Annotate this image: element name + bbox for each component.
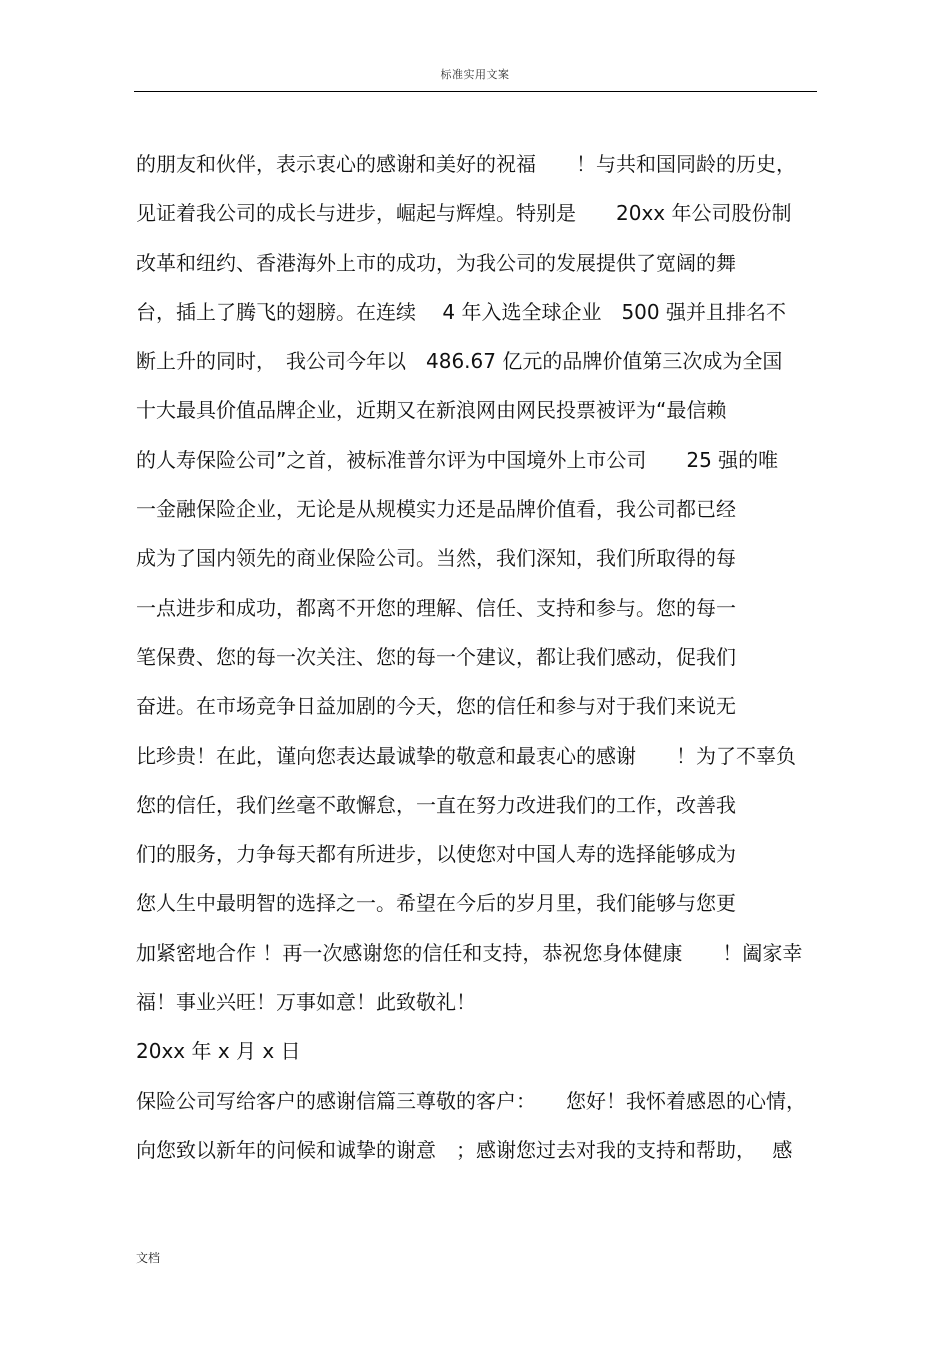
date-line: 20xx 年 x 月 x 日 <box>136 1039 301 1064</box>
letter-body <box>136 144 826 1179</box>
text-line: 成为了国内领先的商业保险公司。当然，我们深知，我们所取得的每 <box>136 546 736 571</box>
text-line: 您人生中最明智的选择之一。希望在今后的岁月里，我们能够与您更 <box>136 891 736 916</box>
text-line: 们的服务，力争每天都有所进步，以使您对中国人寿的选择能够成为 <box>136 842 736 867</box>
footer-label: 文档 <box>136 1251 161 1265</box>
header-title: 标准实用文案 <box>440 68 510 81</box>
text-line: 的朋友和伙伴，表示衷心的感谢和美好的祝福 ！与共和国同龄的历史， <box>136 152 796 176</box>
text-line: 加紧密地合作 ！再一次感谢您的信任和支持，恭祝您身体健康 ！阖家幸 <box>136 940 803 965</box>
text-line: 一点进步和成功，都离不开您的理解、信任、支持和参与。您的每一 <box>136 595 736 620</box>
text-line: 断上升的同时， 我公司今年以 486.67 亿元的品牌价值第三次成为全国 <box>136 349 783 374</box>
header-divider <box>134 91 817 92</box>
text-line: 台，插上了腾飞的翅膀。在连续 4 年入选全球企业 500 强并且排名不 <box>136 299 786 324</box>
text-line: 比珍贵！在此，谨向您表达最诚挚的敬意和最衷心的感谢 ！为了不辜负 <box>136 743 796 768</box>
text-line: 的人寿保险公司”之首，被标准普尔评为中国境外上市公司 25 强的唯 <box>136 447 779 472</box>
text-line: 见证着我公司的成长与进步，崛起与辉煌。特别是 20xx 年公司股份制 <box>136 201 792 226</box>
text-line: 笔保费、您的每一次关注、您的每一个建议，都让我们感动，促我们 <box>136 644 736 669</box>
text-line: 福！事业兴旺！万事如意！此致敬礼！ <box>136 990 476 1015</box>
text-line: 十大最具价值品牌企业，近期又在新浪网由网民投票被评为“最信赖 <box>136 398 727 423</box>
text-line: 您的信任，我们丝毫不敢懈怠，一直在努力改进我们的工作，改善我 <box>136 792 736 817</box>
text-line: 保险公司写给客户的感谢信篇三尊敬的客户： 您好！我怀着感恩的心情， <box>136 1088 806 1113</box>
text-line: 一金融保险企业，无论是从规模实力还是品牌价值看，我公司都已经 <box>136 497 736 522</box>
text-line: 向您致以新年的问候和诚挚的谢意 ；感谢您过去对我的支持和帮助， 感 <box>136 1137 793 1162</box>
text-line: 奋进。在市场竞争日益加剧的今天，您的信任和参与对于我们来说无 <box>136 694 736 719</box>
text-line: 改革和纽约、香港海外上市的成功，为我公司的发展提供了宽阔的舞 <box>136 250 736 275</box>
